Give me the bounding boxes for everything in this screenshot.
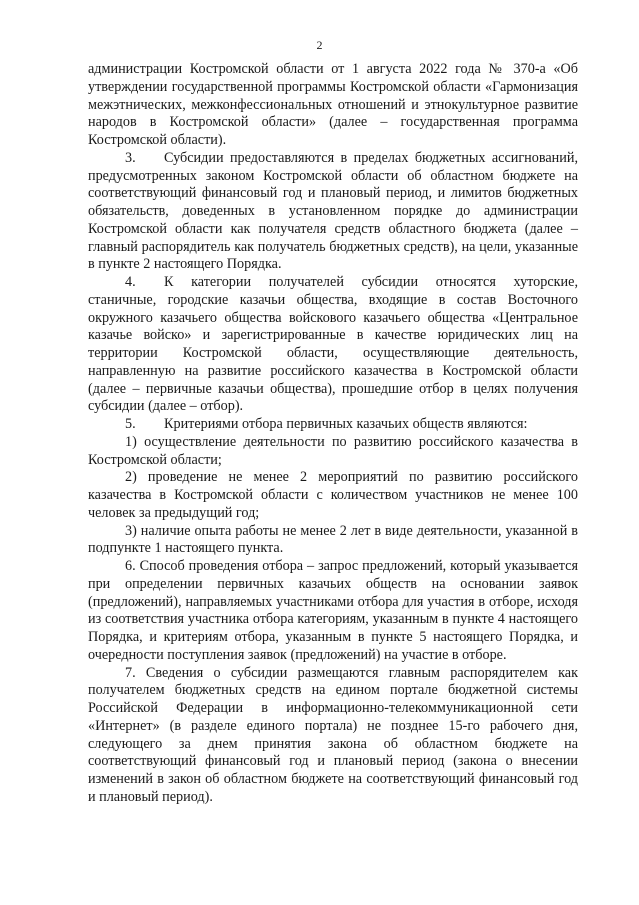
paragraph-criterion-2: 2) проведение не менее 2 мероприятий по развитию российского казачества в Костромской области с количеством участников не менее 100 человек за предыдущий год;	[88, 469, 578, 521]
paragraph-clause-6: 6. Способ проведения отбора – запрос предложений, который указывается при определении первичных казачьих обществ на основании заявок (предложений), направляемых участниками отбора для участия в отборе, исходя из соответствия участника отбора категориям, указанным в пункте 4 настоящего Порядка, и критериям отбора, указанным в пункте 5 настоящего Порядка, и очередности поступления заявок (предложений) на участие в отборе.	[88, 558, 578, 663]
paragraph-clause-4: 4. К категории получателей субсидии относятся хуторские, станичные, городские казачьи общества, входящие в состав Восточного окружного казачьего общества войскового казачьего общества «Центральное казачье войско» и зарегистрированные в качестве юридических лиц на территории Костромской области, осуществляющие деятельность, направленную на развитие российского казачества в Костромской области (далее – первичные казачьи общества), прошедшие отбор в целях получения субсидии (далее – отбор).	[88, 274, 578, 415]
paragraph-continuation: администрации Костромской области от 1 августа 2022 года № 370-а «Об утверждении государственной программы Костромской области «Гармонизация межэтнических, межконфессиональных отношений и этнокультурное развитие народов в Костромской области» (далее – государственная программа Костромской области).	[88, 61, 578, 148]
page-number: 2	[316, 38, 323, 52]
paragraph-criterion-1: 1) осуществление деятельности по развитию российского казачества в Костромской области;	[88, 433, 578, 468]
document-body	[88, 61, 578, 807]
paragraph-clause-3: 3. Субсидии предоставляются в пределах бюджетных ассигнований, предусмотренных законом Костромской области об областном бюджете на соответствующий финансовый год и плановый период, и лимитов бюджетных обязательств, доведенных в установленном порядке до администрации Костромской области как получателя средств областного бюджета (далее – главный распорядитель как получатель бюджетных средств), на цели, указанные в пункте 2 настоящего Порядка.	[88, 149, 578, 273]
paragraph-clause-7: 7. Сведения о субсидии размещаются главным распорядителем как получателем бюджетных средств на едином портале бюджетной системы Российской Федерации в информационно-телекоммуникационной сети «Интернет» (в разделе единого портала) не позднее 15-го рабочего дня, следующего за днем принятия закона об областном бюджете на соответствующий финансовый год и плановый период (закона о внесении изменений в закон об областном бюджете на соответствующий финансовый год и плановый период).	[88, 664, 578, 805]
paragraph-criterion-3: 3) наличие опыта работы не менее 2 лет в виде деятельности, указанной в подпункте 1 настоящего пункта.	[88, 522, 578, 557]
paragraph-clause-5: 5. Критериями отбора первичных казачьих обществ являются:	[125, 416, 528, 432]
